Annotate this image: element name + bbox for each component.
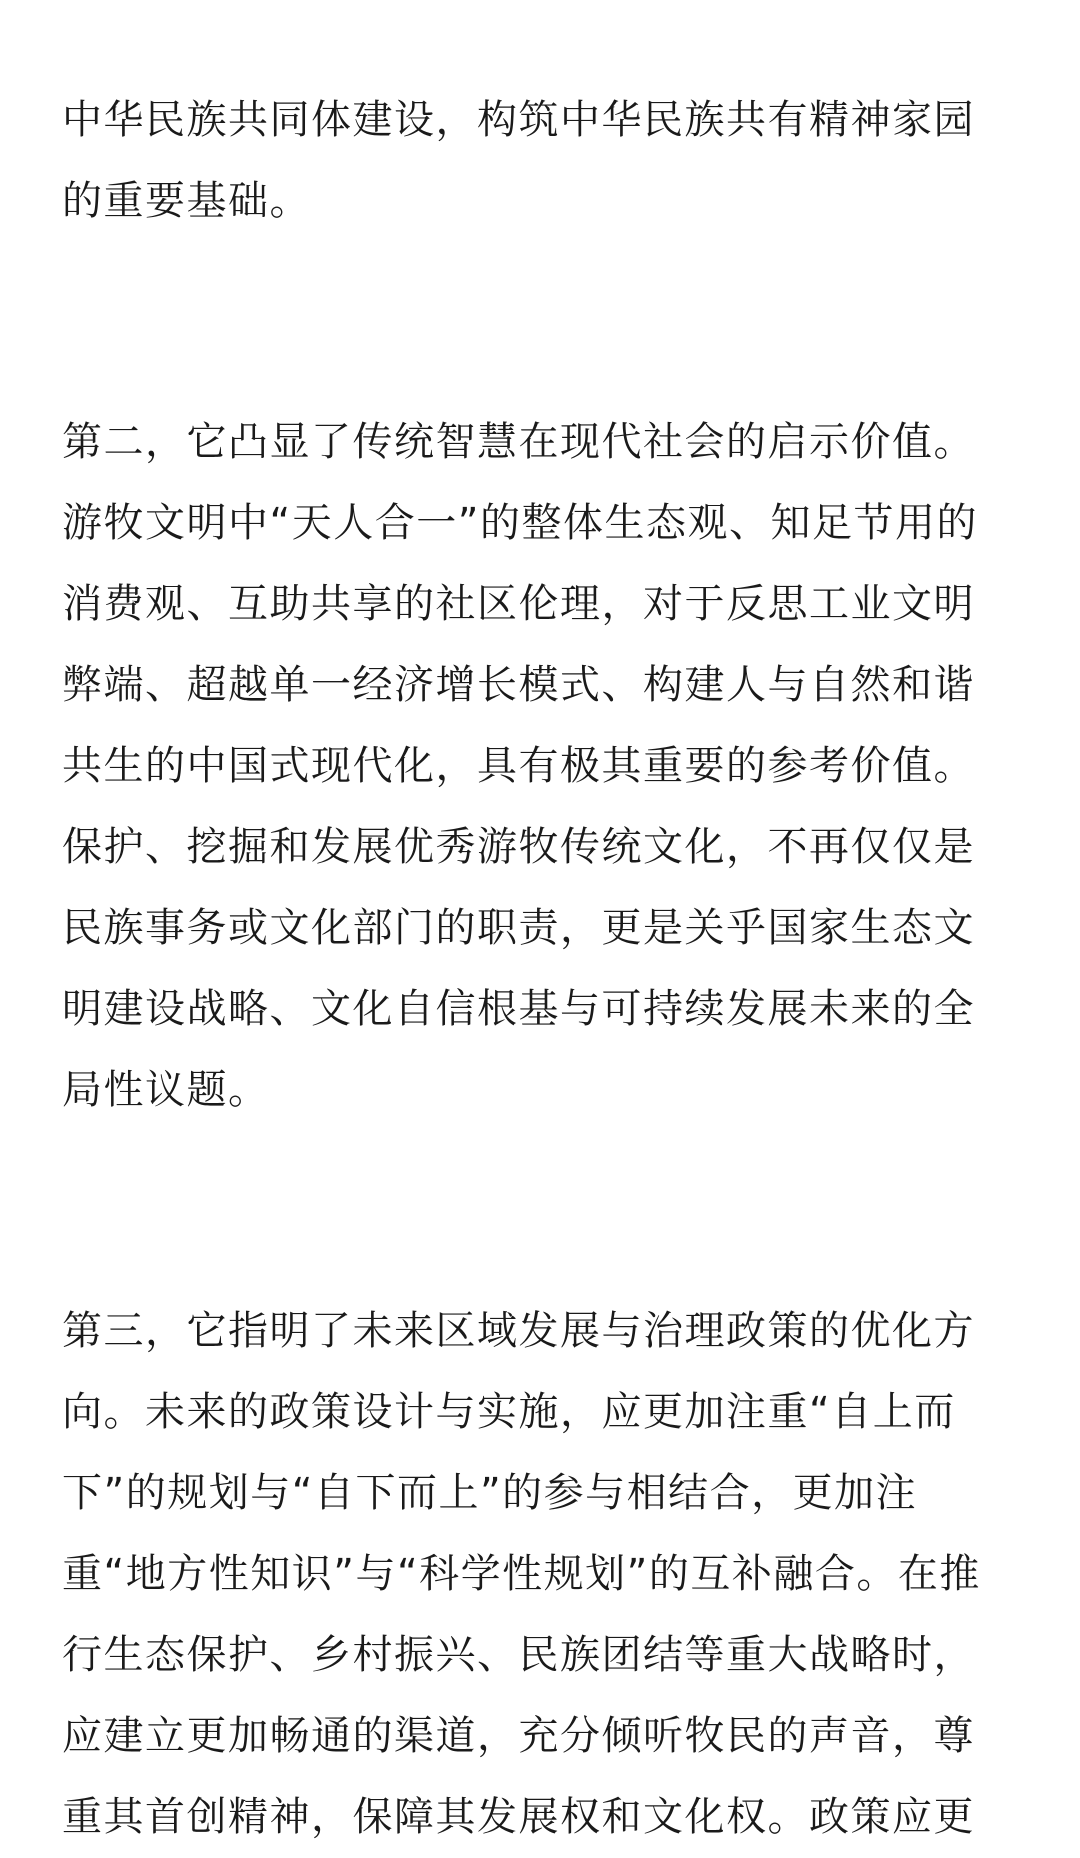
text-line: 重“地方性知识”与“科学性规划”的互补融合。在推	[62, 1551, 981, 1597]
text-line: 第二，它凸显了传统智慧在现代社会的启示价值。	[62, 419, 975, 465]
text-line: 中华民族共同体建设，构筑中华民族共有精神家园	[62, 97, 975, 143]
text-line: 游牧文明中“天人合一”的整体生态观、知足节用的	[62, 500, 978, 546]
text-line: 民族事务或文化部门的职责，更是关乎国家生态文	[62, 905, 975, 951]
text-line: 应建立更加畅通的渠道，充分倾听牧民的声音，尊	[62, 1713, 975, 1759]
article-body	[62, 80, 1022, 1858]
text-line: 保护、挖掘和发展优秀游牧传统文化，不再仅仅是	[62, 824, 975, 870]
text-line: 弊端、超越单一经济增长模式、构建人与自然和谐	[62, 662, 975, 708]
text-line: 向。未来的政策设计与实施，应更加注重“自上而	[62, 1389, 956, 1435]
text-line: 重其首创精神，保障其发展权和文化权。政策应更	[62, 1794, 975, 1840]
text-line: 共生的中国式现代化，具有极其重要的参考价值。	[62, 743, 975, 789]
paragraph-3	[62, 1291, 1022, 1858]
text-line: 第三，它指明了未来区域发展与治理政策的优化方	[62, 1308, 975, 1354]
text-line: 下”的规划与“自下而上”的参与相结合，更加注	[62, 1470, 918, 1516]
paragraph-1	[62, 80, 1022, 242]
text-line: 明建设战略、文化自信根基与可持续发展未来的全	[62, 986, 975, 1032]
text-line: 的重要基础。	[62, 178, 311, 224]
paragraph-spacer	[62, 1131, 1022, 1291]
text-line: 局性议题。	[62, 1067, 270, 1113]
paragraph-2	[62, 402, 1022, 1131]
text-line: 消费观、互助共享的社区伦理，对于反思工业文明	[62, 581, 975, 627]
paragraph-spacer	[62, 242, 1022, 402]
text-line: 行生态保护、乡村振兴、民族团结等重大战略时，	[62, 1632, 975, 1678]
